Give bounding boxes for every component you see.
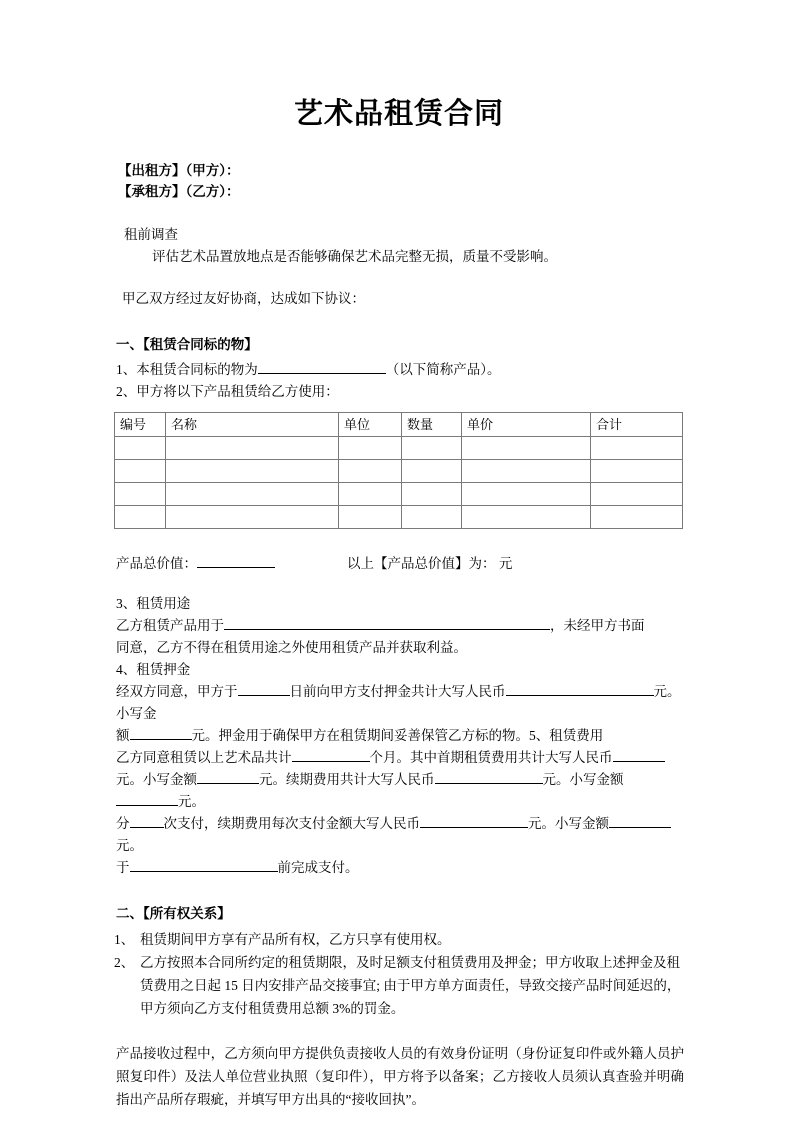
product-total-value-line [114, 553, 684, 575]
deposit-text-e: 元。押金用于确保甲方在租赁期间妥善保管乙方标的物。5、租赁费用 [191, 728, 604, 744]
deposit-amount-digits-blank[interactable] [130, 726, 192, 740]
total-value-label: 产品总价值： [116, 556, 197, 572]
cell-total[interactable] [591, 460, 683, 483]
cell-total[interactable] [591, 437, 683, 460]
lessee-line: 【承租方】（乙方）： [118, 184, 240, 200]
fee-line-1 [114, 747, 684, 769]
item1-suffix: （以下简称产品）。 [385, 362, 501, 378]
table-header-name: 名称 [166, 413, 339, 437]
list-item [114, 928, 684, 951]
list-item-number: 2、 [114, 955, 135, 971]
table-header-total: 合计 [591, 413, 683, 437]
fee-text-j: 元。 [116, 838, 143, 854]
fee-text-g: 分 [116, 816, 130, 832]
section-one-item-2: 2、甲方将以下产品租赁给乙方使用： [116, 384, 339, 400]
fee-text-f: 元。 [178, 794, 205, 810]
renewal-fee-digits-blank[interactable] [116, 792, 178, 806]
cell-quantity[interactable] [402, 506, 462, 529]
cell-unit[interactable] [339, 437, 402, 460]
cell-unit-price[interactable] [462, 460, 591, 483]
payment-deadline-blank[interactable] [130, 858, 278, 872]
item4-heading: 4、租赁押金 [116, 662, 191, 678]
item3-line-2: 同意，乙方不得在租赁用途之外使用租赁产品并获取利益。 [116, 640, 467, 656]
fee-text-c: 元。小写金额 [116, 772, 197, 788]
list-item-number: 1、 [114, 932, 135, 948]
lessor-line: 【出租方】（甲方）： [118, 163, 240, 179]
cell-name[interactable] [166, 483, 339, 506]
cell-id[interactable] [115, 460, 166, 483]
fee-text-b: 个月。其中首期租赁费用共计大写人民币 [369, 750, 613, 766]
cell-unit-price[interactable] [462, 483, 591, 506]
pre-rental-survey-block [114, 224, 684, 268]
cell-name[interactable] [166, 437, 339, 460]
fee-text-l: 前完成支付。 [277, 860, 359, 876]
deposit-text-b: 日前向甲方支付押金共计大写人民币 [289, 684, 506, 700]
rental-purpose-blank[interactable] [224, 616, 550, 630]
deposit-text-a: 经双方同意，甲方于 [116, 684, 238, 700]
table-row[interactable] [115, 483, 683, 506]
table-header-unit: 单位 [339, 413, 402, 437]
fee-text-d: 元。续期费用共计大写人民币 [259, 772, 435, 788]
cell-unit-price[interactable] [462, 506, 591, 529]
purpose-prefix: 乙方租赁产品用于 [116, 618, 224, 634]
deposit-text-d: 额 [116, 728, 130, 744]
deposit-line-2 [114, 725, 684, 747]
cell-total[interactable] [591, 506, 683, 529]
cell-quantity[interactable] [402, 483, 462, 506]
cell-quantity[interactable] [402, 460, 462, 483]
parties-block [114, 160, 684, 202]
cell-id[interactable] [115, 506, 166, 529]
page-title: 艺术品租赁合同 [293, 98, 504, 130]
renewal-fee-words-blank[interactable] [435, 770, 543, 784]
item3-heading: 3、租赁用途 [116, 596, 191, 612]
section-one-item-1 [114, 359, 684, 381]
section-one [114, 334, 684, 879]
fee-text-e: 元。小写金额 [542, 772, 624, 788]
deposit-amount-words-blank[interactable] [506, 682, 654, 696]
rental-months-blank[interactable] [292, 748, 370, 762]
list-item [114, 951, 684, 1020]
receipt-block [114, 1042, 684, 1111]
products-table [114, 412, 683, 529]
cell-total[interactable] [591, 483, 683, 506]
section-two-heading: 二、【所有权关系】 [116, 906, 231, 922]
first-fee-digits-blank[interactable] [197, 770, 259, 784]
list-item-label: 租赁期间甲方享有产品所有权，乙方只享有使用权。 [140, 932, 451, 948]
deposit-line-1 [114, 681, 684, 725]
table-header-quantity: 数量 [402, 413, 462, 437]
deposit-date-blank[interactable] [238, 682, 290, 696]
subject-matter-blank[interactable] [258, 360, 386, 374]
total-value-unit: 元 [498, 556, 513, 572]
fee-text-h: 次支付，续期费用每次支付金额大写人民币 [163, 816, 420, 832]
fee-line-4 [114, 857, 684, 879]
survey-heading: 租前调查 [124, 227, 178, 243]
first-fee-words-blank[interactable] [613, 748, 665, 762]
table-header-id: 编号 [115, 413, 166, 437]
fee-text-k: 于 [116, 860, 130, 876]
table-header-unit-price: 单价 [462, 413, 591, 437]
installments-blank[interactable] [130, 814, 164, 828]
receipt-paragraph: 产品接收过程中，乙方须向甲方提供负责接收人员的有效身份证明（身份证复印件或外籍人员护照复印件）及法人单位营业执照（复印件），甲方将予以备案；乙方接收人员须认真查验并明确指出产品所存瑕疵，并填写甲方出具的“接收回执”。 [116, 1046, 684, 1108]
installment-amount-words-blank[interactable] [420, 814, 528, 828]
section-one-heading: 一、【租赁合同标的物】 [116, 337, 258, 353]
purpose-suffix: ，未经甲方书面 [550, 618, 645, 634]
fee-line-2 [114, 769, 684, 813]
cell-unit[interactable] [339, 460, 402, 483]
item3-line-1 [114, 615, 684, 637]
list-item-label: 乙方按照本合同所约定的租赁期限，及时足额支付租赁费用及押金；甲方收取上述押金及租赁费用之日起 15 日内安排产品交接事宜; 由于甲方单方面责任，导致交接产品时间延迟的，甲方须向乙方支付租赁费用总额 3%的罚金。 [140, 955, 681, 1017]
document-content [114, 0, 684, 1111]
item1-prefix: 1、本租赁合同标的物为 [116, 362, 258, 378]
cell-unit[interactable] [339, 506, 402, 529]
cell-name[interactable] [166, 460, 339, 483]
cell-unit-price[interactable] [462, 437, 591, 460]
cell-name[interactable] [166, 506, 339, 529]
section-two [114, 903, 684, 1111]
cell-id[interactable] [115, 437, 166, 460]
deposit-text-c: 元。小写金 [116, 684, 681, 722]
survey-text: 评估艺术品置放地点是否能够确保艺术品完整无损，质量不受影响。 [152, 249, 557, 265]
fee-text-a: 乙方同意租赁以上艺术品共计 [116, 750, 292, 766]
cell-id[interactable] [115, 483, 166, 506]
agreement-intro: 甲乙双方经过友好协商，达成如下协议： [122, 291, 365, 307]
cell-quantity[interactable] [402, 437, 462, 460]
cell-unit[interactable] [339, 483, 402, 506]
table-row[interactable] [115, 460, 683, 483]
fee-line-3 [114, 813, 684, 857]
table-header-row [115, 413, 683, 437]
fee-text-i: 元。小写金额 [528, 816, 609, 832]
table-row[interactable] [115, 437, 683, 460]
total-value-blank[interactable] [197, 554, 275, 568]
table-row[interactable] [115, 506, 683, 529]
total-value-note: 以上【产品总价值】为： [347, 556, 496, 572]
installment-amount-digits-blank[interactable] [609, 814, 671, 828]
